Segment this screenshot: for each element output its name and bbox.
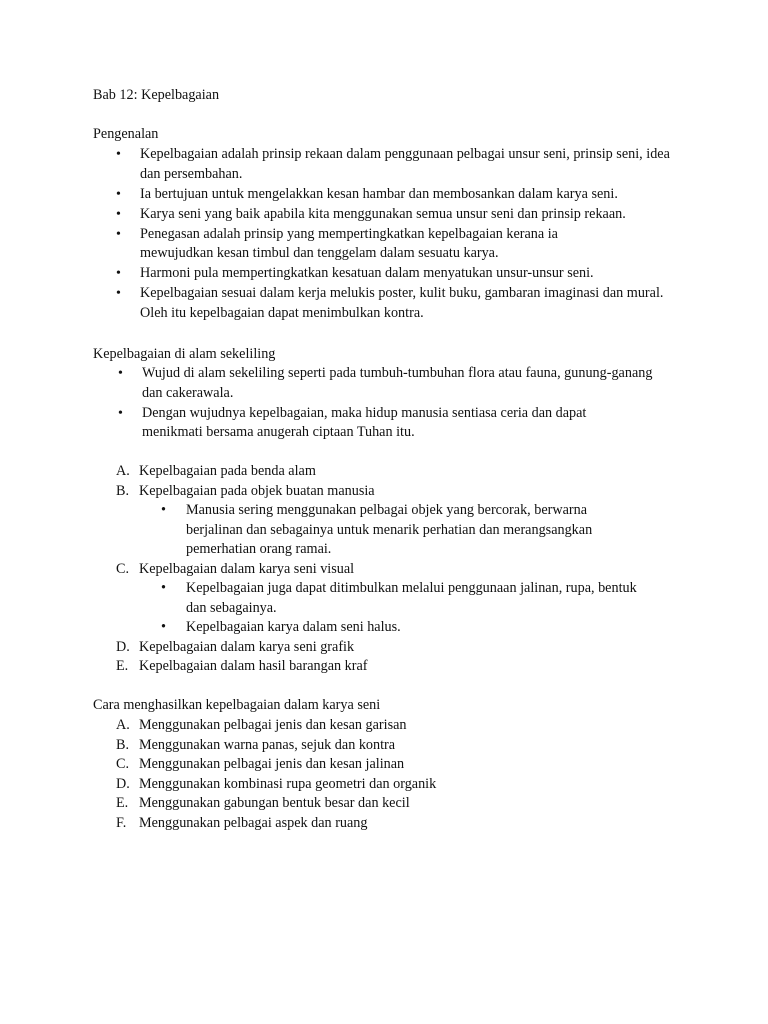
list-item [116, 462, 679, 482]
bullet-icon: • [116, 206, 121, 222]
list-item [116, 755, 679, 775]
list-marker: E. [116, 658, 129, 674]
list-item [116, 560, 679, 638]
bullet-icon: • [118, 366, 123, 381]
list-marker: A. [116, 463, 130, 479]
list-item-label: Kepelbagaian dalam karya seni grafik [139, 638, 355, 655]
list-marker: B. [116, 736, 130, 753]
list-marker: D. [116, 638, 130, 655]
list-item-label: Kepelbagaian pada objek buatan manusia [139, 482, 375, 499]
list-item [116, 775, 679, 795]
sub-list-item: • Kepelbagaian juga dapat ditimbulkan melalui penggunaan jalinan, rupa, bentuk dan sebagainya. [161, 580, 637, 616]
page-title: Bab 12: Kepelbagaian [93, 87, 220, 103]
bullet-icon: • [118, 405, 123, 421]
list-item: • Wujud di alam sekeliling seperti pada tumbuh-tumbuhan flora atau fauna, gunung-ganang dan cakerawala. [118, 365, 653, 401]
section-heading-cara: Cara menghasilkan kepelbagaian dalam karya seni [93, 697, 381, 713]
list-marker: B. [116, 482, 130, 499]
section-heading-alam: Kepelbagaian di alam sekeliling [93, 346, 276, 362]
alam-list [118, 364, 660, 443]
list-item-label: Kepelbagaian dalam karya seni visual [139, 560, 355, 577]
list-marker: A. [116, 717, 130, 733]
list-item: • Ia bertujuan untuk mengelakkan kesan hambar dan membosankan dalam karya seni. [140, 185, 670, 205]
sub-list-item: • Kepelbagaian karya dalam seni halus. [186, 618, 646, 638]
pengenalan-list [116, 145, 670, 324]
list-item: • Harmoni pula mempertingkatkan kesatuan dalam menyatukan unsur-unsur seni. [140, 264, 670, 284]
bullet-icon: • [116, 186, 121, 202]
sub-list-item: • Manusia sering menggunakan pelbagai objek yang bercorak, berwarna berjalinan dan sebagainya untuk menarik perhatian dan merangsangkan pemerhatian orang ramai. [161, 502, 593, 557]
list-item [116, 638, 679, 658]
list-item [116, 794, 679, 814]
list-item [116, 716, 679, 736]
bullet-icon: • [116, 266, 121, 281]
bullet-icon: • [161, 619, 166, 635]
list-item: • Kepelbagaian sesuai dalam kerja melukis poster, kulit buku, gambaran imaginasi dan mural. Oleh itu kepelbagaian dapat menimbulkan kontra. [116, 285, 664, 321]
list-item [116, 482, 679, 560]
list-item: • Dengan wujudnya kepelbagaian, maka hidup manusia sentiasa ceria dan dapat menikmati bersama anugerah ciptaan Tuhan itu. [118, 404, 587, 440]
list-item-label: Kepelbagaian dalam hasil barangan kraf [139, 658, 368, 674]
list-item-label: Kepelbagaian pada benda alam [139, 463, 316, 479]
cara-list [116, 716, 679, 833]
bullet-icon: • [116, 286, 121, 301]
sub-list [161, 501, 646, 560]
list-item [116, 657, 679, 677]
list-marker: E. [116, 795, 129, 811]
list-item: • Penegasan adalah prinsip yang mempertingkatkan kepelbagaian kerana ia mewujudkan kesan timbul dan tenggelam dalam sesuatu karya. [116, 225, 558, 261]
sub-list [161, 579, 646, 638]
bullet-icon: • [161, 502, 166, 518]
list-item [116, 814, 679, 834]
list-marker: C. [116, 560, 130, 577]
section-heading-pengenalan: Pengenalan [93, 126, 159, 142]
list-item-label: Menggunakan pelbagai aspek dan ruang [139, 814, 368, 831]
list-item-label: Menggunakan pelbagai jenis dan kesan jalinan [139, 756, 405, 772]
list-item-label: Menggunakan gabungan bentuk besar dan kecil [139, 795, 410, 811]
jenis-kepelbagaian-list [116, 462, 679, 677]
bullet-icon: • [116, 226, 121, 242]
list-item-label: Menggunakan pelbagai jenis dan kesan garisan [139, 717, 407, 733]
list-item [116, 736, 679, 756]
list-item: • Kepelbagaian adalah prinsip rekaan dalam penggunaan pelbagai unsur seni, prinsip seni, idea dan persembahan. [116, 146, 670, 182]
list-item: • Karya seni yang baik apabila kita menggunakan semua unsur seni dan prinsip rekaan. [140, 205, 670, 225]
list-item-label: Menggunakan warna panas, sejuk dan kontra [139, 736, 396, 753]
list-marker: D. [116, 775, 130, 792]
list-marker: C. [116, 756, 130, 772]
bullet-icon: • [116, 147, 121, 162]
list-item-label: Menggunakan kombinasi rupa geometri dan organik [139, 775, 437, 792]
list-marker: F. [116, 814, 127, 831]
bullet-icon: • [161, 580, 166, 596]
